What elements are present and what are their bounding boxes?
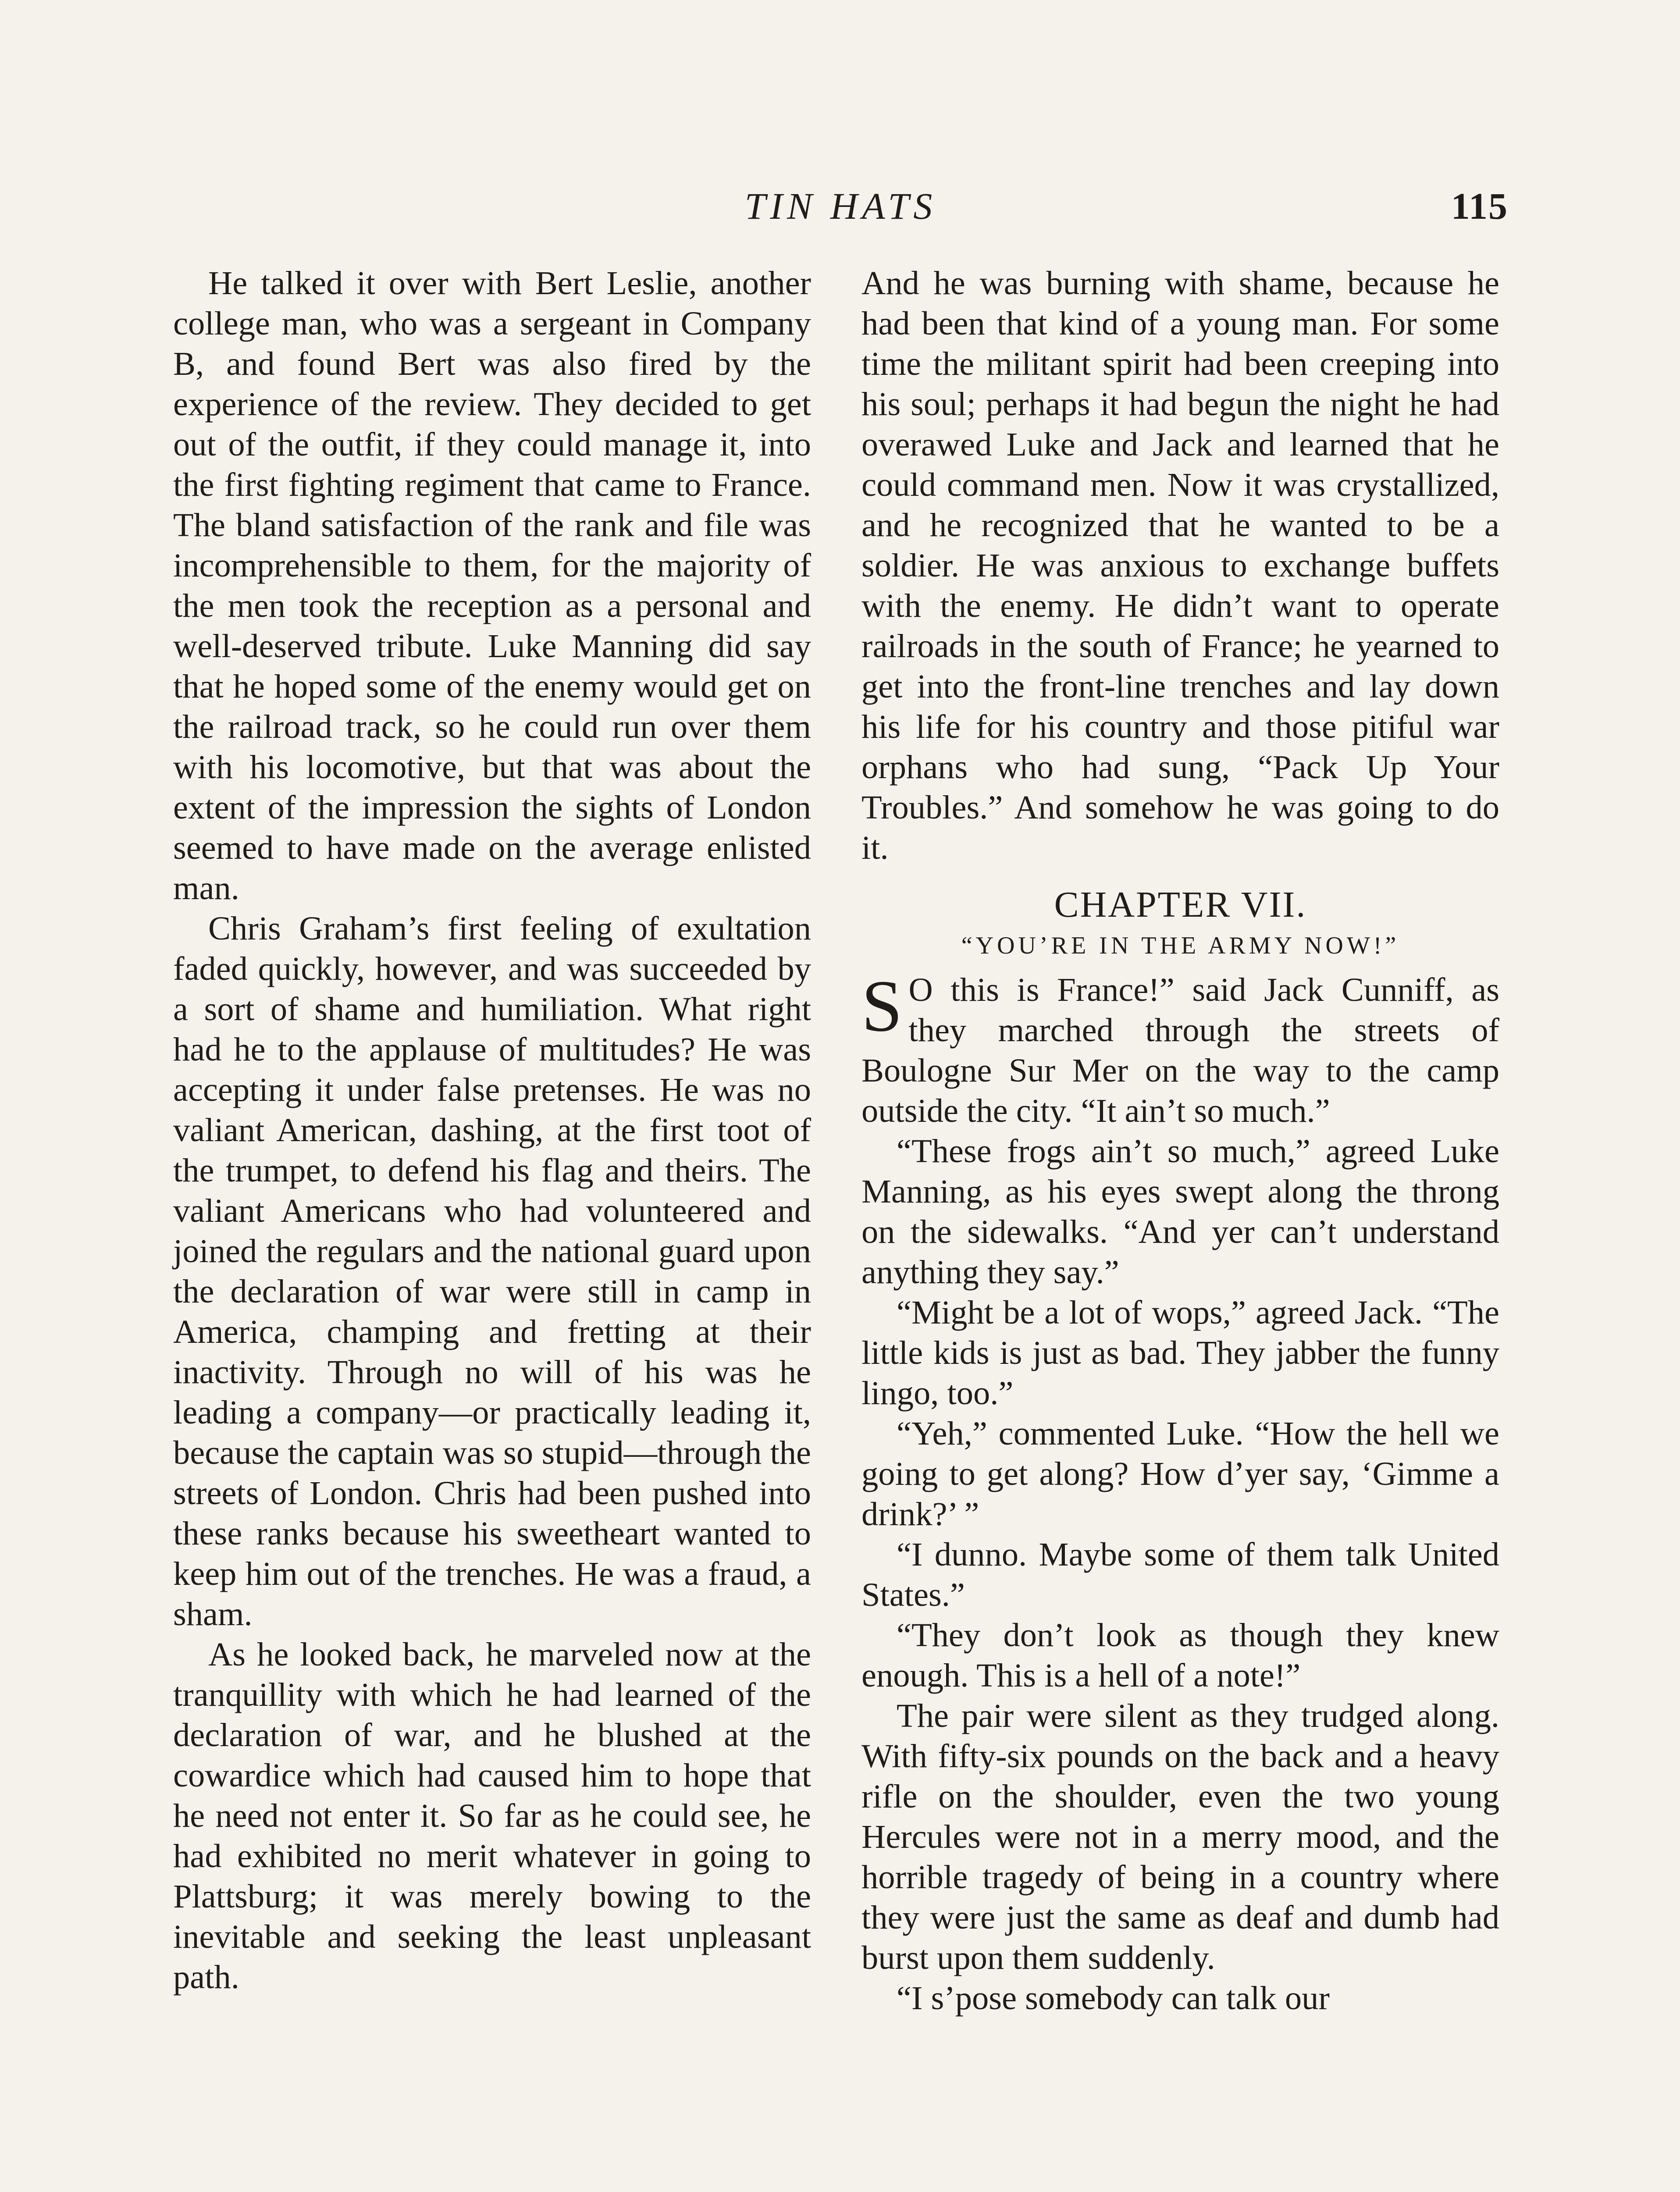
paragraph: “I dunno. Maybe some of them talk United States.” [861, 1536, 1499, 1613]
opening-text: O this is France!” said Jack Cunniff, as they marched through the streets of Boulogne Sur Mer on the way to the camp outside the city. “It ain’t so much.” [861, 971, 1499, 1129]
paragraph: “I s’pose somebody can talk our [897, 1979, 1330, 2017]
chapter-title: CHAPTER VII. [1054, 884, 1307, 925]
paragraph: As he looked back, he marveled now at the tranquillity with which he had learned of the declaration of war, and he blushed at the cowardice which had caused him to hope that he need not enter it. So far as he could see, he had exhibited no merit whatever in going to Plattsburg; it was merely bowing to the inevitable and seeking the least unpleasant path. [173, 1636, 811, 1996]
running-title: TIN HATS [744, 185, 937, 227]
paragraph: “Might be a lot of wops,” agreed Jack. “The little kids is just as bad. They jabber the funny lingo, too.” [861, 1294, 1499, 1412]
paragraph: He talked it over with Bert Leslie, another college man, who was a sergeant in Company B, and found Bert was also fired by the experience of the review. They decided to get out of the outfit, if they could manage it, into the first fighting regiment that came to France. The bland satisfaction of the rank and file was incomprehensible to them, for the majority of the men took the reception as a personal and well-deserved tribute. Luke Manning did say that he hoped some of the enemy would get on the railroad track, so he could run over them with his locomotive, but that was about the extent of the impression the sights of London seemed to have made on the average enlisted man. [173, 264, 811, 907]
paragraph-continuation: And he was burning with shame, because he had been that kind of a young man. For some time the militant spirit had been creeping into his soul; perhaps it had begun the night he had overawed Luke and Jack and learned that he could command men. Now it was crystallized, and he recognized that he wanted to be a soldier. He was anxious to exchange buffets with the enemy. He didn’t want to operate railroads in the south of France; he yearned to get into the front-line trenches and lay down his life for his country and those pitiful war orphans who had sung, “Pack Up Your Troubles.” And somehow he was going to do it. [861, 264, 1499, 866]
chapter-opening-paragraph [861, 965, 1499, 1131]
paragraph: “They don’t look as though they knew enough. This is a hell of a note!” [861, 1616, 1499, 1694]
paragraph: The pair were silent as they trudged along. With fifty-six pounds on the back and a heavy rifle on the shoulder, even the two young Hercules were not in a merry mood, and the horrible tragedy of being in a country where they were just the same as deaf and dumb had burst upon them suddenly. [861, 1697, 1499, 1976]
paragraph: Chris Graham’s first feeling of exultation faded quickly, however, and was succeeded by a sort of shame and humiliation. What right had he to the applause of multitudes? He was accepting it under false pretenses. He was no valiant American, dashing, at the first toot of the trumpet, to defend his flag and theirs. The valiant Americans who had volunteered and joined the regulars and the national guard upon the declaration of war were still in camp in America, champing and fretting at their inactivity. Through no will of his was he leading a company—or practically leading it, because the captain was so stupid—through the streets of London. Chris had been pushed into these ranks because his sweetheart wanted to keep him out of the trenches. He was a fraud, a sham. [173, 910, 811, 1633]
left-column [173, 263, 811, 1997]
paragraph: “Yeh,” commented Luke. “How the hell we going to get along? How d’yer say, ‘Gimme a drink?’ ” [861, 1415, 1499, 1533]
right-column [861, 263, 1499, 2018]
paragraph: “These frogs ain’t so much,” agreed Luke Manning, as his eyes swept along the throng on the sidewalks. “And yer can’t understand anything they say.” [861, 1132, 1499, 1291]
running-head [173, 184, 1508, 237]
page-number: 115 [1451, 185, 1508, 227]
chapter-subtitle: “YOU’RE IN THE ARMY NOW!” [961, 932, 1400, 959]
drop-cap: S [861, 965, 903, 1047]
